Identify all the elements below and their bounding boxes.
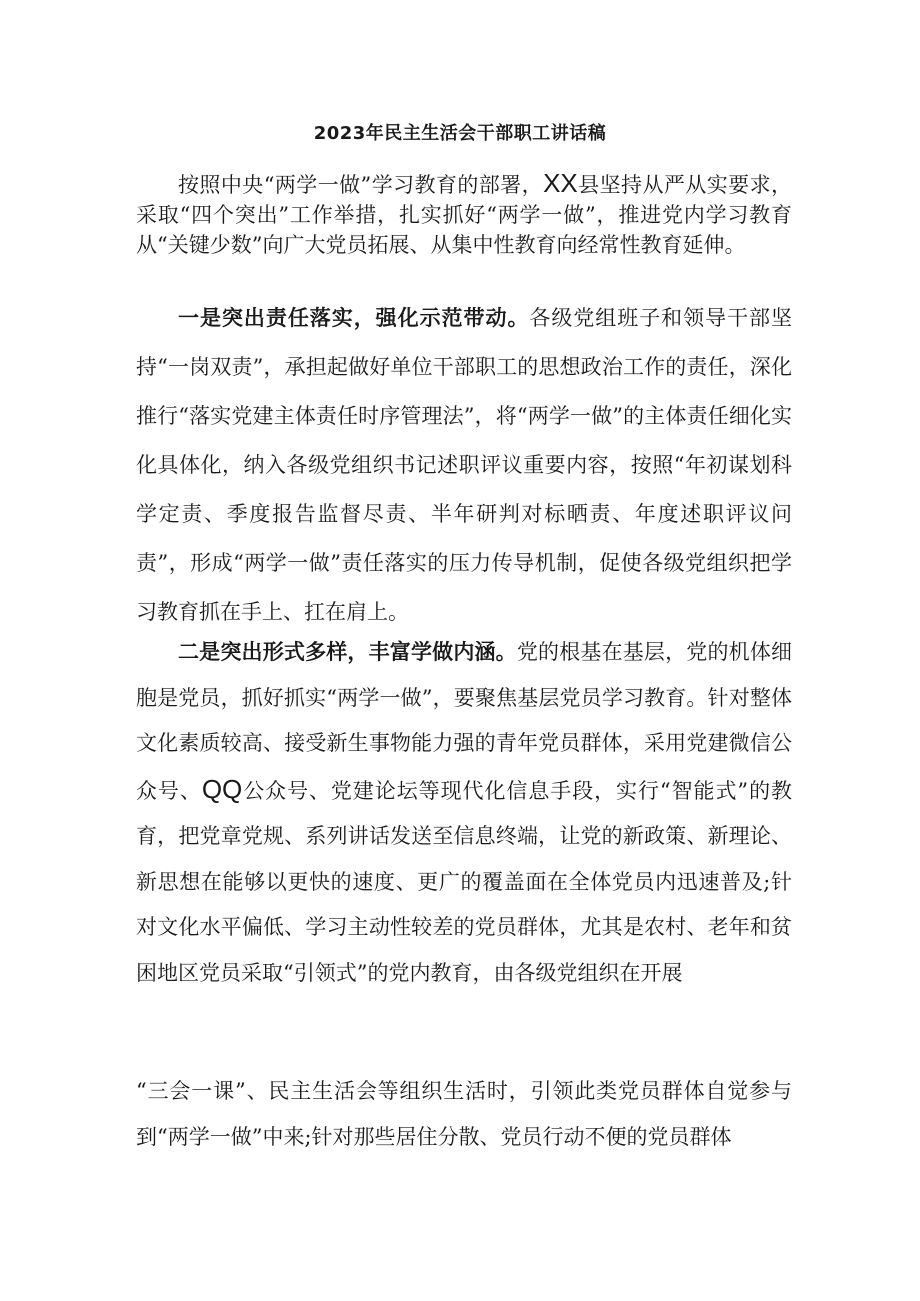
intro-paragraph — [136, 168, 792, 260]
section-2-body-1: 党的根基在基层，党的机体细胞是党员，抓好抓实“两学一做”，要聚焦基层党员学习教育。针对整体文化素质较高、接受新生事物能力强的青年党员群体，采用党建微信公众号、 — [136, 640, 793, 803]
section-1-body: 各级党组班子和领导干部坚持“一岗双责”，承担起做好单位干部职工的思想政治工作的责任，深化推行“落实党建主体责任时序管理法”，将“两学一做”的主体责任细化实化具体化，纳入各级党组织书记述职评议重要内容，按照“年初谋划科学定责、季度报告监督尽责、半年研判对标晒责、年度述职评议问责”，形成“两学一做”责任落实的压力传导机制，促使各级党组织把学习教育抓在手上、扛在肩上。 — [136, 306, 792, 624]
continuation-paragraph: “三会一课”、民主生活会等组织生活时，引领此类党员群体自觉参与到“两学一做”中来;针对那些居住分散、党员行动不便的党员群体 — [136, 1079, 792, 1149]
qq-text: QQ — [201, 773, 243, 804]
intro-text-1: 按照中央“两学一做”学习教育的部署， — [178, 173, 544, 197]
section-2-heading: 二是突出形式多样，丰富学做内涵。 — [178, 640, 517, 664]
section-1-heading: 一是突出责任落实，强化示范带动。 — [178, 306, 530, 330]
intro-text-2: 县坚持从严从实要求，采取“四个突出”工作举措，扎实抓好“两学一做”，推进党内学习教育从“关键少数”向广大党员拓展、从集中性教育向经常性教育延伸。 — [136, 173, 792, 257]
county-placeholder: XX — [543, 168, 578, 198]
section-2-body-2: 公众号、党建论坛等现代化信息手段，实行“智能式”的教育，把党章党规、系列讲话发送至信息终端，让党的新政策、新理论、新思想在能够以更快的速度、更广的覆盖面在全体党员内迅速普及;针对文化水平偏低、学习主动性较差的党员群体，尤其是农村、老年和贫困地区党员采取“引领式”的党内教育，由各级党组织在开展 — [136, 778, 792, 985]
section-2-paragraph — [136, 630, 792, 996]
document-title: 2023年民主生活会干部职工讲话稿 — [313, 123, 607, 144]
section-1-paragraph — [136, 294, 792, 637]
